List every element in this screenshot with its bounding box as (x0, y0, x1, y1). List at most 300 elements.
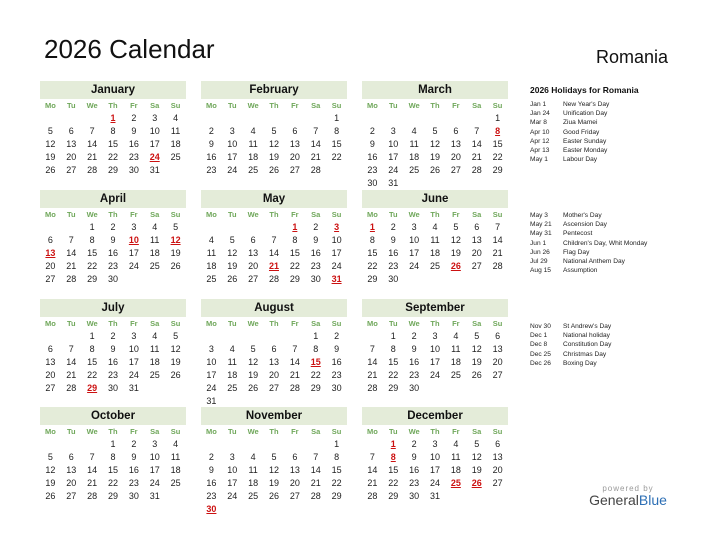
day-cell: 27 (268, 383, 279, 393)
day-cell: 22 (331, 478, 342, 488)
day-cell: 16 (128, 465, 139, 475)
day-cell: 19 (227, 261, 238, 271)
day-cell: 4 (229, 344, 235, 354)
weekday-label: Su (492, 427, 503, 436)
day-cell: 25 (409, 165, 420, 175)
holiday-date: Dec 8 (530, 341, 548, 349)
day-cell: 14 (268, 248, 279, 258)
day-cell: 21 (310, 478, 321, 488)
brand-name-general: General (589, 492, 639, 508)
day-cell: 13 (66, 139, 77, 149)
month-grid (362, 425, 508, 503)
weekday-label: Mo (367, 101, 378, 110)
holiday-row (530, 239, 700, 248)
day-cell: 13 (45, 248, 56, 258)
day-cell: 6 (292, 126, 298, 136)
day-cell (466, 490, 487, 503)
holiday-date: Mar 8 (530, 119, 547, 127)
day-cell: 13 (289, 139, 300, 149)
day-cell (264, 112, 285, 125)
day-cell: 15 (107, 465, 118, 475)
day-cell: 31 (206, 396, 217, 406)
day-cell: 21 (289, 370, 300, 380)
day-cell: 12 (471, 452, 482, 462)
weekday-label: Su (331, 101, 342, 110)
day-cell: 30 (409, 383, 420, 393)
day-cell: 13 (248, 248, 259, 258)
holiday-row (530, 109, 700, 118)
day-cell (425, 112, 446, 125)
day-cell (284, 112, 305, 125)
weekday-label: Tu (388, 319, 398, 328)
day-cell: 14 (66, 357, 77, 367)
day-cell (425, 273, 446, 286)
day-cell: 25 (227, 383, 238, 393)
weekday-label: Fr (452, 210, 460, 219)
day-cell (425, 177, 446, 190)
day-cell: 31 (388, 178, 399, 188)
day-cell (362, 112, 383, 125)
brand-logo[interactable] (586, 484, 670, 508)
day-cell (466, 177, 487, 190)
day-cell: 30 (107, 383, 118, 393)
weekday-label: Th (269, 101, 279, 110)
holiday-name: Pentecost (563, 230, 593, 238)
day-cell: 13 (268, 357, 279, 367)
weekday-label: Sa (472, 101, 482, 110)
day-cell: 11 (206, 248, 217, 258)
day-cell: 15 (289, 248, 300, 258)
day-cell (362, 330, 383, 343)
day-cell (243, 438, 264, 451)
day-cell: 8 (334, 126, 340, 136)
weekday-label: We (408, 210, 420, 219)
day-cell: 7 (495, 222, 501, 232)
weekday-label: Mo (206, 319, 217, 328)
day-cell (222, 330, 243, 343)
day-cell: 1 (89, 331, 95, 341)
day-cell: 30 (409, 491, 420, 501)
weekday-label: Tu (66, 210, 76, 219)
day-cell: 31 (128, 383, 139, 393)
holiday-name: New Year's Day (563, 101, 610, 108)
day-cell: 7 (68, 344, 74, 354)
day-cell: 19 (268, 478, 279, 488)
day-cell: 26 (170, 370, 181, 380)
weekday-label: Su (170, 319, 181, 328)
weekday-label: Mo (45, 210, 56, 219)
holiday-row (530, 359, 700, 368)
day-cell: 11 (170, 126, 181, 136)
day-cell: 27 (492, 370, 503, 380)
day-cell: 28 (289, 383, 300, 393)
powered-by-text: powered by (602, 484, 654, 493)
day-cell: 25 (170, 478, 181, 488)
day-cell: 27 (471, 261, 482, 271)
day-cell: 21 (66, 370, 77, 380)
day-cell: 29 (87, 383, 98, 393)
day-cell (305, 112, 326, 125)
day-cell (40, 438, 61, 451)
day-cell: 10 (128, 344, 139, 354)
day-cell: 19 (170, 248, 181, 258)
day-cell: 26 (450, 261, 461, 271)
weekday-label: Fr (452, 101, 460, 110)
day-cell: 12 (170, 235, 181, 245)
day-cell: 16 (107, 248, 118, 258)
day-cell: 28 (310, 165, 321, 175)
day-cell: 17 (128, 357, 139, 367)
day-cell: 13 (471, 235, 482, 245)
day-cell: 14 (87, 465, 98, 475)
day-cell: 26 (227, 274, 238, 284)
day-cell: 31 (429, 491, 440, 501)
day-cell (445, 112, 466, 125)
holiday-date: Jan 24 (530, 110, 550, 118)
month-grid (40, 99, 186, 177)
day-cell: 1 (334, 439, 340, 449)
day-cell: 22 (388, 370, 399, 380)
weekday-label: Su (492, 101, 503, 110)
day-cell (404, 177, 425, 190)
weekday-label: Fr (291, 427, 299, 436)
day-cell: 20 (492, 465, 503, 475)
day-cell: 3 (432, 439, 438, 449)
day-cell: 12 (450, 235, 461, 245)
day-cell: 14 (310, 465, 321, 475)
month-header: October (40, 407, 186, 425)
day-cell: 26 (471, 478, 482, 488)
day-cell: 8 (334, 452, 340, 462)
holiday-date: May 1 (530, 156, 548, 164)
weekday-label: Tu (227, 319, 237, 328)
weekday-label: Tu (227, 210, 237, 219)
day-cell: 30 (107, 274, 118, 284)
holiday-row (530, 137, 700, 146)
day-cell: 6 (271, 344, 277, 354)
day-cell: 10 (227, 139, 238, 149)
day-cell: 1 (110, 439, 116, 449)
day-cell: 16 (409, 465, 420, 475)
weekday-label: Fr (291, 210, 299, 219)
day-cell: 9 (110, 235, 116, 245)
day-cell: 1 (390, 331, 396, 341)
day-cell (445, 177, 466, 190)
day-cell: 25 (429, 261, 440, 271)
holiday-name: Easter Sunday (563, 137, 607, 145)
day-cell: 22 (107, 152, 118, 162)
weekday-label: Mo (45, 427, 56, 436)
day-cell: 21 (367, 370, 378, 380)
day-cell: 20 (66, 478, 77, 488)
holiday-date: Jun 26 (530, 248, 550, 256)
month-june (362, 190, 508, 286)
day-cell (425, 382, 446, 395)
day-cell: 19 (45, 152, 56, 162)
day-cell (165, 382, 186, 395)
weekday-label: We (247, 210, 259, 219)
day-cell (305, 438, 326, 451)
day-cell (284, 438, 305, 451)
weekday-label: Su (331, 319, 342, 328)
day-cell: 23 (331, 370, 342, 380)
day-cell (383, 112, 404, 125)
day-cell: 18 (170, 465, 181, 475)
day-cell: 15 (87, 357, 98, 367)
day-cell (243, 503, 264, 516)
day-cell: 6 (474, 222, 480, 232)
day-cell: 23 (107, 261, 118, 271)
weekday-label: Th (430, 101, 440, 110)
day-cell (123, 273, 144, 286)
month-grid (362, 208, 508, 286)
day-cell: 3 (229, 452, 235, 462)
day-cell: 18 (170, 139, 181, 149)
month-december (362, 407, 508, 503)
day-cell: 11 (150, 235, 160, 245)
holiday-date: Jan 1 (530, 101, 547, 108)
day-cell: 30 (367, 178, 378, 188)
day-cell: 13 (66, 465, 77, 475)
holidays-title: 2026 Holidays for Romania (530, 85, 639, 95)
month-march (362, 81, 508, 190)
weekday-label: Fr (452, 427, 460, 436)
day-cell: 11 (430, 235, 440, 245)
weekday-label: Sa (311, 319, 321, 328)
day-cell (61, 112, 82, 125)
day-cell: 2 (110, 222, 116, 232)
day-cell: 16 (206, 152, 217, 162)
weekday-label: Th (430, 427, 440, 436)
day-cell: 4 (173, 113, 179, 123)
day-cell: 4 (453, 439, 459, 449)
day-cell: 11 (451, 452, 461, 462)
day-cell: 13 (492, 344, 503, 354)
day-cell: 9 (208, 139, 214, 149)
holiday-name: National Anthem Day (563, 257, 625, 265)
weekday-label: We (408, 101, 420, 110)
day-cell: 1 (390, 439, 396, 449)
holiday-name: St Andrew's Day (563, 323, 612, 330)
day-cell: 11 (409, 139, 419, 149)
day-cell: 29 (87, 274, 98, 284)
day-cell (222, 221, 243, 234)
day-cell (82, 438, 103, 451)
day-cell (445, 382, 466, 395)
holiday-group (530, 85, 700, 164)
day-cell: 25 (149, 370, 160, 380)
month-grid (40, 208, 186, 286)
day-cell: 10 (331, 235, 342, 245)
day-cell: 7 (89, 126, 95, 136)
day-cell: 21 (87, 478, 98, 488)
day-cell: 15 (87, 248, 98, 258)
day-cell: 17 (388, 152, 399, 162)
day-cell: 30 (310, 274, 321, 284)
day-cell: 3 (229, 126, 235, 136)
holiday-row (530, 248, 700, 257)
weekday-label: Sa (311, 101, 321, 110)
day-cell: 23 (388, 261, 399, 271)
day-cell (201, 112, 222, 125)
day-cell: 30 (128, 165, 139, 175)
holiday-date: Jun 1 (530, 239, 547, 247)
day-cell: 11 (170, 452, 181, 462)
day-cell: 20 (289, 152, 300, 162)
day-cell: 21 (471, 152, 482, 162)
weekday-label: Sa (311, 427, 321, 436)
day-cell: 24 (227, 165, 238, 175)
weekday-label: We (408, 427, 420, 436)
day-cell: 9 (390, 235, 396, 245)
day-cell (445, 273, 466, 286)
weekday-label: Tu (66, 101, 76, 110)
month-grid (201, 317, 347, 408)
day-cell: 21 (367, 478, 378, 488)
day-cell: 7 (292, 344, 298, 354)
day-cell: 11 (248, 465, 258, 475)
weekday-label: Sa (472, 319, 482, 328)
weekday-label: Su (492, 319, 503, 328)
day-cell: 10 (149, 452, 160, 462)
day-cell: 4 (152, 222, 158, 232)
day-cell: 12 (429, 139, 440, 149)
day-cell: 26 (268, 165, 279, 175)
day-cell: 22 (310, 370, 321, 380)
holiday-row (530, 331, 700, 340)
day-cell (222, 438, 243, 451)
month-header: April (40, 190, 186, 208)
day-cell: 6 (495, 331, 501, 341)
day-cell: 30 (388, 274, 399, 284)
month-header: March (362, 81, 508, 99)
day-cell (487, 177, 508, 190)
day-cell: 9 (110, 344, 116, 354)
holiday-row (530, 340, 700, 349)
day-cell (243, 330, 264, 343)
month-header: November (201, 407, 347, 425)
day-cell: 25 (170, 152, 181, 162)
day-cell: 6 (47, 344, 53, 354)
day-cell: 19 (268, 152, 279, 162)
weekday-label: Th (269, 319, 279, 328)
day-cell: 25 (450, 370, 461, 380)
month-september (362, 299, 508, 395)
day-cell: 1 (292, 222, 298, 232)
day-cell: 31 (149, 165, 160, 175)
weekday-label: Sa (150, 427, 160, 436)
holiday-date: Apr 12 (530, 137, 550, 145)
weekday-label: Th (269, 210, 279, 219)
month-october (40, 407, 186, 503)
weekday-label: We (247, 319, 259, 328)
day-cell: 21 (66, 261, 77, 271)
day-cell: 21 (310, 152, 321, 162)
day-cell (144, 273, 165, 286)
day-cell: 31 (149, 491, 160, 501)
day-cell: 9 (411, 344, 417, 354)
day-cell: 24 (429, 478, 440, 488)
day-cell: 8 (292, 235, 298, 245)
brand-name (586, 492, 670, 508)
country-label: Romania (595, 47, 668, 67)
day-cell: 23 (367, 165, 378, 175)
day-cell: 1 (313, 331, 319, 341)
month-july (40, 299, 186, 395)
day-cell: 4 (152, 331, 158, 341)
holiday-date: Nov 30 (530, 323, 551, 330)
day-cell: 29 (367, 274, 378, 284)
day-cell: 13 (45, 357, 56, 367)
day-cell (264, 221, 285, 234)
day-cell: 10 (409, 235, 420, 245)
weekday-label: Tu (388, 210, 398, 219)
day-cell: 18 (206, 261, 217, 271)
month-grid (201, 99, 347, 177)
weekday-label: Sa (472, 210, 482, 219)
month-header: September (362, 299, 508, 317)
day-cell: 16 (331, 357, 342, 367)
weekday-label: Su (170, 427, 181, 436)
day-cell: 20 (248, 261, 259, 271)
day-cell: 16 (206, 478, 217, 488)
day-cell: 6 (250, 235, 256, 245)
day-cell: 14 (471, 139, 482, 149)
day-cell: 23 (310, 261, 321, 271)
day-cell: 26 (45, 491, 56, 501)
holiday-row (530, 211, 700, 220)
day-cell: 23 (409, 370, 420, 380)
day-cell: 19 (429, 152, 440, 162)
day-cell: 12 (170, 344, 181, 354)
day-cell: 29 (388, 383, 399, 393)
day-cell: 15 (492, 139, 503, 149)
day-cell: 2 (411, 331, 417, 341)
day-cell: 12 (227, 248, 238, 258)
weekday-label: Tu (388, 427, 398, 436)
day-cell: 8 (110, 452, 116, 462)
day-cell (61, 438, 82, 451)
day-cell: 13 (450, 139, 461, 149)
day-cell: 27 (492, 478, 503, 488)
weekday-label: We (86, 427, 98, 436)
holiday-name: Easter Monday (563, 146, 608, 154)
day-cell: 9 (313, 235, 319, 245)
day-cell: 13 (289, 465, 300, 475)
holiday-group (530, 322, 700, 368)
holiday-row (530, 229, 700, 238)
day-cell: 17 (227, 152, 238, 162)
day-cell (165, 164, 186, 177)
day-cell: 20 (45, 370, 56, 380)
day-cell: 5 (474, 439, 480, 449)
weekday-label: Su (331, 427, 342, 436)
day-cell: 2 (369, 126, 375, 136)
weekday-label: We (86, 210, 98, 219)
day-cell: 3 (152, 113, 158, 123)
day-cell: 5 (271, 126, 277, 136)
day-cell (243, 221, 264, 234)
day-cell: 17 (409, 248, 420, 258)
day-cell: 5 (271, 452, 277, 462)
day-cell: 27 (66, 165, 77, 175)
holiday-date: May 3 (530, 212, 548, 219)
day-cell: 18 (227, 370, 238, 380)
day-cell: 9 (208, 465, 214, 475)
day-cell: 18 (248, 152, 259, 162)
day-cell: 14 (66, 248, 77, 258)
day-cell: 27 (45, 274, 56, 284)
